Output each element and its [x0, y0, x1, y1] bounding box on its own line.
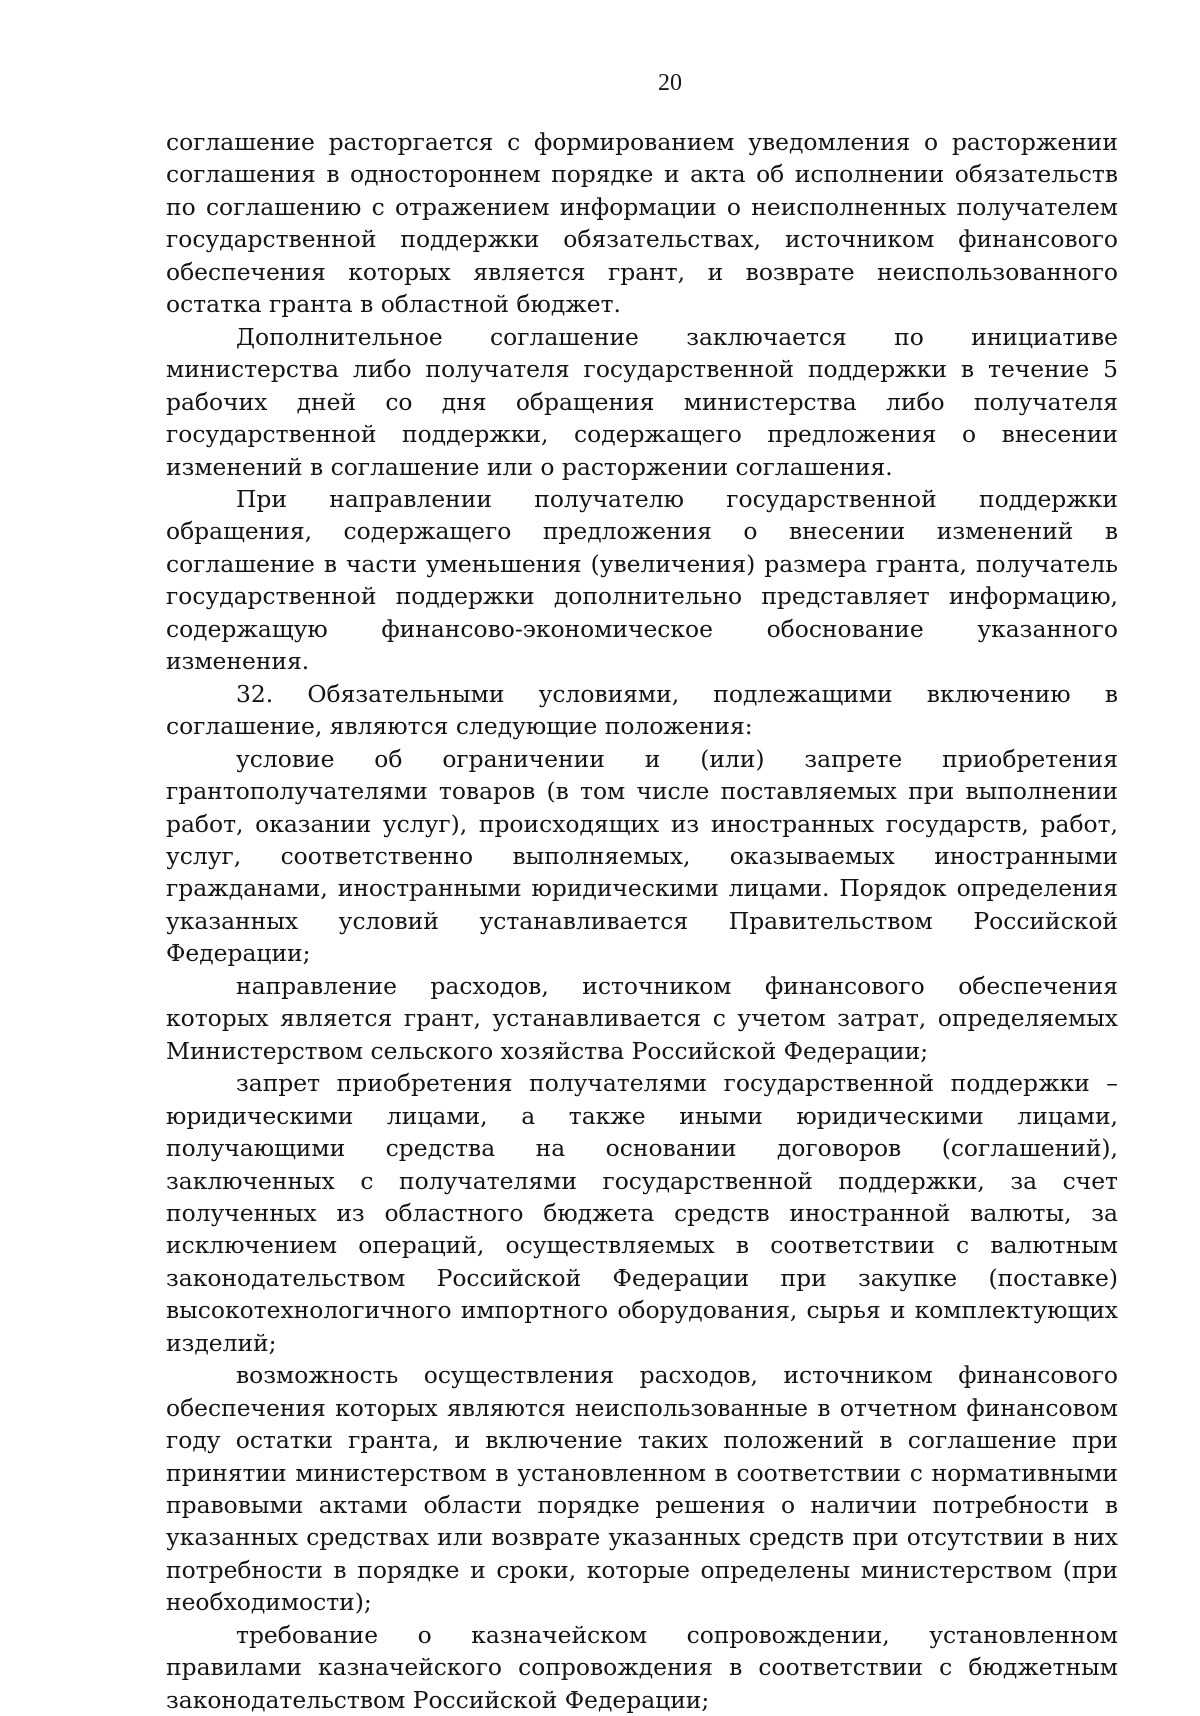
paragraph: 32. Обязательными условиями, подлежащими включению в соглашение, являются следующие положения: — [166, 679, 1118, 741]
paragraph: соглашение расторгается с формированием уведомления о расторжении соглашения в одностороннем порядке и акта об исполнении обязательств по соглашению с отражением информации о неисполненных получателем государственной поддержки обязательствах, источником финансового обеспечения которых является грант, и возврате неиспользованного остатка гранта в областной бюджет. — [166, 128, 1118, 319]
paragraph: направление расходов, источником финансового обеспечения которых является грант, устанавливается с учетом затрат, определяемых Министерством сельского хозяйства Российской Федерации; — [166, 971, 1118, 1065]
paragraph: возможность осуществления расходов, источником финансового обеспечения которых являются неиспользованные в отчетном финансовом году остатки гранта, и включение таких положений в соглашение при принятии министерством в установленном в соответствии с нормативными правовыми актами области порядке решения о наличии потребности в указанных средствах или возврате указанных средств при отсутствии в них потребности в порядке и сроки, которые определены министерством (при необходимости); — [166, 1361, 1118, 1617]
paragraph: При направлении получателю государственной поддержки обращения, содержащего предложения о внесении изменений в соглашение в части уменьшения (увеличения) размера гранта, получатель государственной поддержки дополнительно представляет информацию, содержащую финансово-экономическое обоснование указанного изменения. — [166, 484, 1118, 676]
paragraph: Дополнительное соглашение заключается по инициативе министерства либо получателя государственной поддержки в течение 5 рабочих дней со дня обращения министерства либо получателя государственной поддержки, содержащего предложения о внесении изменений в соглашение или о расторжении соглашения. — [166, 322, 1118, 481]
paragraph: требование о казначейском сопровождении, установленном правилами казначейского сопровождения в соответствии с бюджетным законодательством Российской Федерации; — [166, 1620, 1118, 1714]
page-number: 20 — [658, 70, 682, 96]
paragraph: условие об ограничении и (или) запрете приобретения грантополучателями товаров (в том числе поставляемых при выполнении работ, оказании услуг), происходящих из иностранных государств, работ, услуг, соответственно выполняемых, оказываемых иностранными гражданами, иностранными юридическими лицами. Порядок определения указанных условий устанавливается Правительством Российской Федерации; — [166, 744, 1118, 968]
paragraph: запрет приобретения получателями государственной поддержки – юридическими лицами, а также иными юридическими лицами, получающими средства на основании договоров (соглашений), заключенных с получателями государственной поддержки, за счет полученных из областного бюджета средств иностранной валюты, за исключением операций, осуществляемых в соответствии с валютным законодательством Российской Федерации при закупке (поставке) высокотехнологичного импортного оборудования, сырья и комплектующих изделий; — [166, 1069, 1118, 1357]
document-body — [166, 126, 1118, 1716]
